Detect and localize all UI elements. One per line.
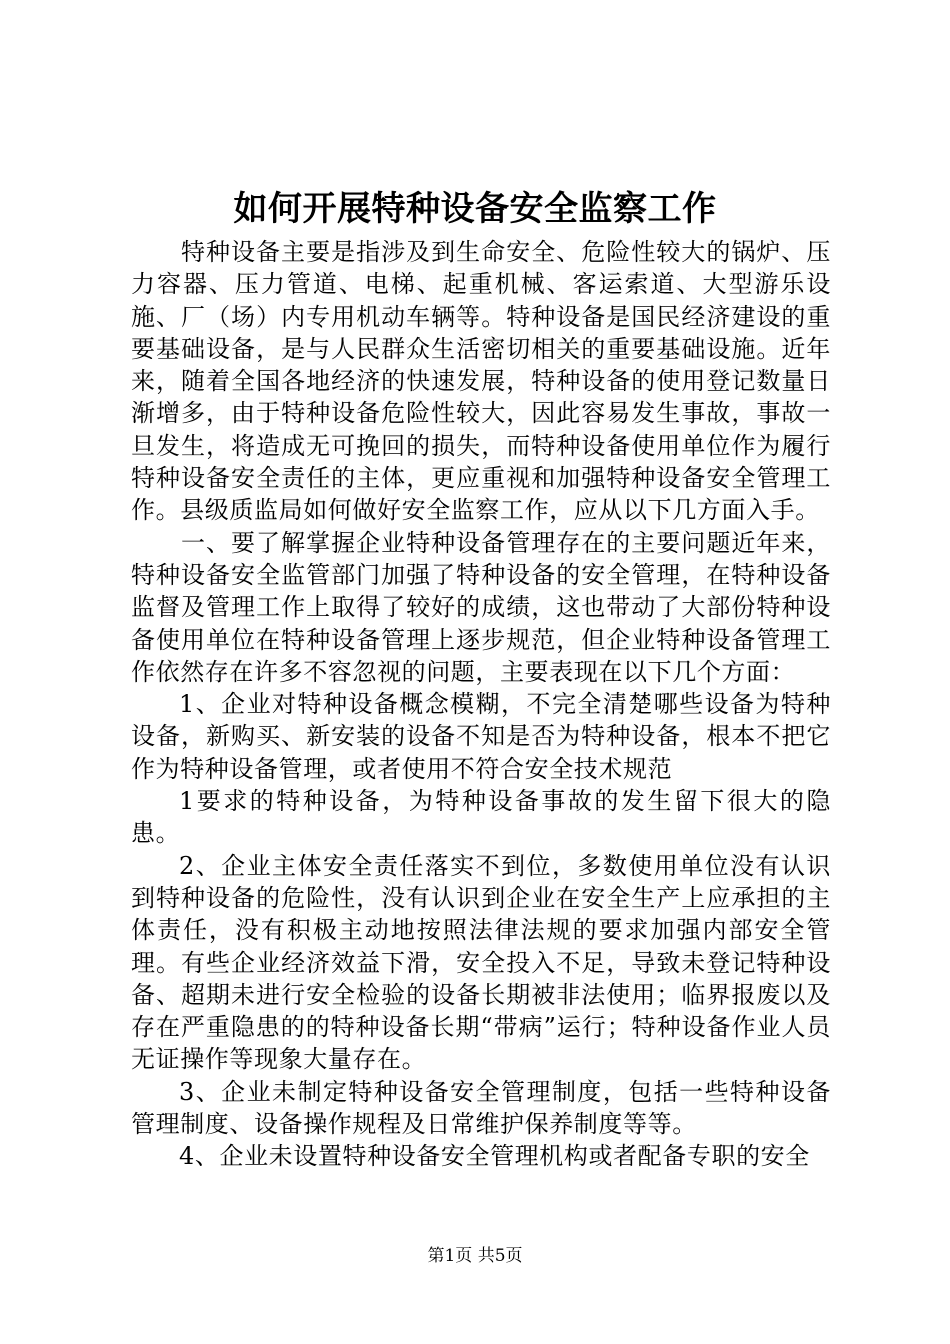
paragraph-item-1-continued: 1要求的特种设备，为特种设备事故的发生留下很大的隐患。	[131, 787, 831, 848]
paragraph-section-one: 一、要了解掌握企业特种设备管理存在的主要问题近年来，特种设备安全监管部门加强了特种设备的安全管理，在特种设备监督及管理工作上取得了较好的成绩，这也带动了大部份特种设备使用单位在特种设备管理上逐步规范，但企业特种设备管理工作依然存在许多不容忽视的问题，主要表现在以下几个方面：	[131, 528, 831, 686]
paragraph-item-4: 4、企业未设置特种设备安全管理机构或者配备专职的安全	[179, 1142, 810, 1171]
paragraph-intro: 特种设备主要是指涉及到生命安全、危险性较大的锅炉、压力容器、压力管道、电梯、起重机械、客运索道、大型游乐设施、厂（场）内专用机动车辆等。特种设备是国民经济建设的重要基础设备，是与人民群众生活密切相关的重要基础设施。近年来，随着全国各地经济的快速发展，特种设备的使用登记数量日渐增多，由于特种设备危险性较大，因此容易发生事故，事故一旦发生，将造成无可挽回的损失，而特种设备使用单位作为履行特种设备安全责任的主体，更应重视和加强特种设备安全管理工作。县级质监局如何做好安全监察工作，应从以下几方面入手。	[131, 238, 831, 525]
paragraph-item-2: 2、企业主体安全责任落实不到位，多数使用单位没有认识到特种设备的危险性，没有认识到企业在安全生产上应承担的主体责任，没有积极主动地按照法律法规的要求加强内部安全管理。有些企业经济效益下滑，安全投入不足，导致未登记特种设备、超期未进行安全检验的设备长期被非法使用；临界报废以及存在严重隐患的的特种设备长期“带病”运行；特种设备作业人员无证操作等现象大量存在。	[131, 851, 831, 1074]
document-title: 如何开展特种设备安全监察工作	[233, 189, 717, 229]
paragraph-item-1: 1、企业对特种设备概念模糊，不完全清楚哪些设备为特种设备，新购买、新安装的设备不知是否为特种设备，根本不把它作为特种设备管理，或者使用不符合安全技术规范	[131, 690, 831, 783]
paragraph-item-3: 3、企业未制定特种设备安全管理制度，包括一些特种设备管理制度、设备操作规程及日常维护保养制度等等。	[131, 1077, 831, 1139]
page-footer: 第1页 共5页	[427, 1246, 523, 1266]
document-body	[131, 236, 831, 1173]
